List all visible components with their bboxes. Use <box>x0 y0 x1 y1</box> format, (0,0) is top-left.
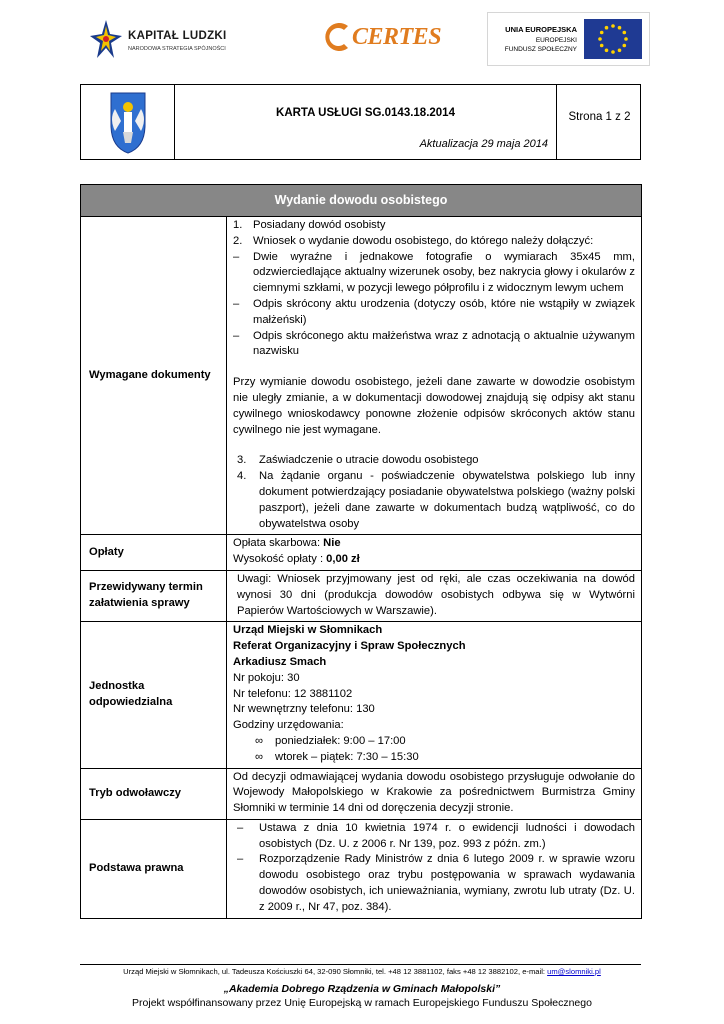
appeal-label: Tryb odwoławczy <box>81 768 227 819</box>
service-card-table <box>80 184 642 919</box>
eu-star-icon <box>611 24 615 28</box>
kapital-ludzki-title: KAPITAŁ LUDZKI <box>128 30 227 42</box>
contact-person: Arkadiusz Smach <box>233 655 327 668</box>
certes-logo <box>322 20 442 56</box>
fees-label: Opłaty <box>81 535 227 571</box>
room-number: Nr pokoju: 30 <box>233 671 300 684</box>
stamp-fee-value: Nie <box>323 537 341 550</box>
logo-bar <box>0 0 724 80</box>
certes-text: CERTES <box>352 24 442 50</box>
documents-note: Przy wymianie dowodu osobistego, jeżeli dane zawarte w dowodzie osobistym nie uległy zmianie, a w dokumentacji dowodowej znajdują się odpisy akt stanu cywilnego wnioskodawcy ponowne złożenie odpisów skróconych aktów stanu cywilnego nie jest wymagane. <box>233 376 635 436</box>
list-item: – Dwie wyraźne i jednakowe fotografie o wymiarach 35x45 mm, odzwierciedlające aktualny wizerunek osoby, bez nakrycia głowy i okularów z ciemnymi szkłami, w pozycji lewego półprofilu i z widocznym lewym uchem <box>233 250 635 295</box>
documents-row <box>81 217 642 535</box>
eu-line1: EUROPEJSKI <box>535 37 577 44</box>
footer-divider <box>80 964 641 965</box>
eu-star-icon <box>618 26 622 30</box>
eu-line2: FUNDUSZ SPOŁECZNY <box>504 46 577 53</box>
documents-label: Wymagane dokumenty <box>81 217 227 535</box>
documents-value <box>227 217 642 535</box>
list-item: ∞ poniedziałek: 9:00 – 17:00 <box>255 734 406 747</box>
card-header <box>80 84 641 160</box>
certes-emblem-icon <box>322 20 352 54</box>
list-item: 3. Zaświadczenie o utracie dowodu osobistego <box>237 454 479 467</box>
eu-star-icon <box>623 44 627 48</box>
eu-star-icon <box>611 50 615 54</box>
appeal-value: Od decyzji odmawiającej wydania dowodu osobistego przysługuje odwołanie do Wojewody Małopolskiego w Krakowie za pośrednictwem Burmistrza Gminy Słomniki w terminie 14 dni od doręczenia decyzji stronie. <box>227 768 642 819</box>
eu-star-icon <box>600 44 604 48</box>
fee-amount-value: 0,00 zł <box>326 553 360 566</box>
time-label: Przewidywany termin załatwienia sprawy <box>81 570 227 621</box>
fees-value: Opłata skarbowa: Nie Wysokość opłaty : 0,00 zł <box>227 535 642 571</box>
kapital-ludzki-subtitle: NARODOWA STRATEGIA SPÓJNOŚCI <box>128 46 226 52</box>
legal-row <box>81 819 642 918</box>
list-item: – Odpis skrócony aktu urodzenia (dotyczy osób, które nie wstąpiły w związek małżeński) <box>233 297 635 326</box>
phone-extension: Nr wewnętrzny telefonu: 130 <box>233 703 375 716</box>
service-title-row <box>81 185 642 217</box>
email-link[interactable]: um@slomniki.pl <box>547 967 601 976</box>
crest-cell <box>81 85 175 159</box>
time-row <box>81 570 642 621</box>
list-item: – Rozporządzenie Rady Ministrów z dnia 6 lutego 2009 r. w sprawie wzoru dowodu osobistego oraz trybu postępowania w sprawach wydawania dowodów osobistych, ich unieważniania, wymiany, zwrotu lub utraty (Dz. U. z 2009 r., Nr 47, poz. 384). <box>237 853 635 913</box>
eu-star-icon <box>605 49 609 53</box>
fees-row <box>81 535 642 571</box>
eu-logo <box>487 12 650 66</box>
eu-star-icon <box>624 37 628 41</box>
office-name: Urząd Miejski w Słomnikach <box>233 624 383 637</box>
department-name: Referat Organizacyjny i Spraw Społecznych <box>233 640 466 653</box>
list-item: ∞ wtorek – piątek: 7:30 – 15:30 <box>255 750 419 763</box>
footer-project: „Akademia Dobrego Rządzenia w Gminach Małopolski” <box>223 983 501 995</box>
slomniki-crest-icon <box>81 85 175 159</box>
page-number: Strona 1 z 2 <box>568 111 631 123</box>
unit-label: Jednostka odpowiedzialna <box>81 622 227 768</box>
footer-funding: Projekt współfinansowany przez Unię Europejską w ramach Europejskiego Funduszu Społecznego <box>132 997 592 1009</box>
unit-row <box>81 622 642 768</box>
service-title: Wydanie dowodu osobistego <box>81 185 642 217</box>
list-item: 2. Wniosek o wydanie dowodu osobistego, do którego należy dołączyć: <box>233 234 594 247</box>
header-title-cell <box>175 85 557 159</box>
page-number-cell <box>557 85 642 159</box>
unit-value <box>227 622 642 768</box>
card-title-code: KARTA USŁUGI SG.0143.18.2014 <box>276 107 455 119</box>
list-item: – Odpis skróconego aktu małżeństwa wraz z adnotacją o aktualnie używanym nazwisku <box>233 329 635 358</box>
footer-address: Urząd Miejski w Słomnikach, ul. Tadeusza Kościuszki 64, 32-090 Słomniki, tel. +48 12 3881102, faks +48 12 3882102, e-mail: um@slomniki.pl <box>123 967 601 976</box>
eu-flag-icon <box>584 19 642 59</box>
update-date: Aktualizacja 29 maja 2014 <box>419 138 548 150</box>
eu-star-icon <box>598 37 602 41</box>
list-item: 4. Na żądanie organu - poświadczenie obywatelstwa polskiego lub inny dokument potwierdzający posiadanie obywatelstwa polskiego (ważny polski paszport), jeżeli dane zawarte w dokumentach budzą wątpliwość, co do obywatelstwa osoby <box>237 470 635 530</box>
time-value: Uwagi: Wniosek przyjmowany jest od ręki, ale czas oczekiwania na dowód wynosi 30 dni (produkcja dowodów osobistych odbywa się w Wytwórni Papierów Wartościowych w Warszawie). <box>227 570 642 621</box>
appeal-row <box>81 768 642 819</box>
eu-title: UNIA EUROPEJSKA <box>505 25 577 34</box>
legal-value <box>227 819 642 918</box>
eu-star-icon <box>623 31 627 35</box>
kapital-ludzki-star-icon <box>88 18 124 60</box>
phone-number: Nr telefonu: 12 3881102 <box>233 687 353 700</box>
eu-star-icon <box>600 31 604 35</box>
hours-label: Godziny urzędowania: <box>233 719 344 732</box>
kapital-ludzki-logo <box>88 18 238 64</box>
legal-label: Podstawa prawna <box>81 819 227 918</box>
eu-star-icon <box>618 49 622 53</box>
list-item: 1. Posiadany dowód osobisty <box>233 219 386 231</box>
eu-star-icon <box>605 26 609 30</box>
list-item: – Ustawa z dnia 10 kwietnia 1974 r. o ewidencji ludności i dowodach osobistych (Dz. U. z 2006 r. Nr 139, poz. 993 z późn. zm.) <box>237 821 635 850</box>
